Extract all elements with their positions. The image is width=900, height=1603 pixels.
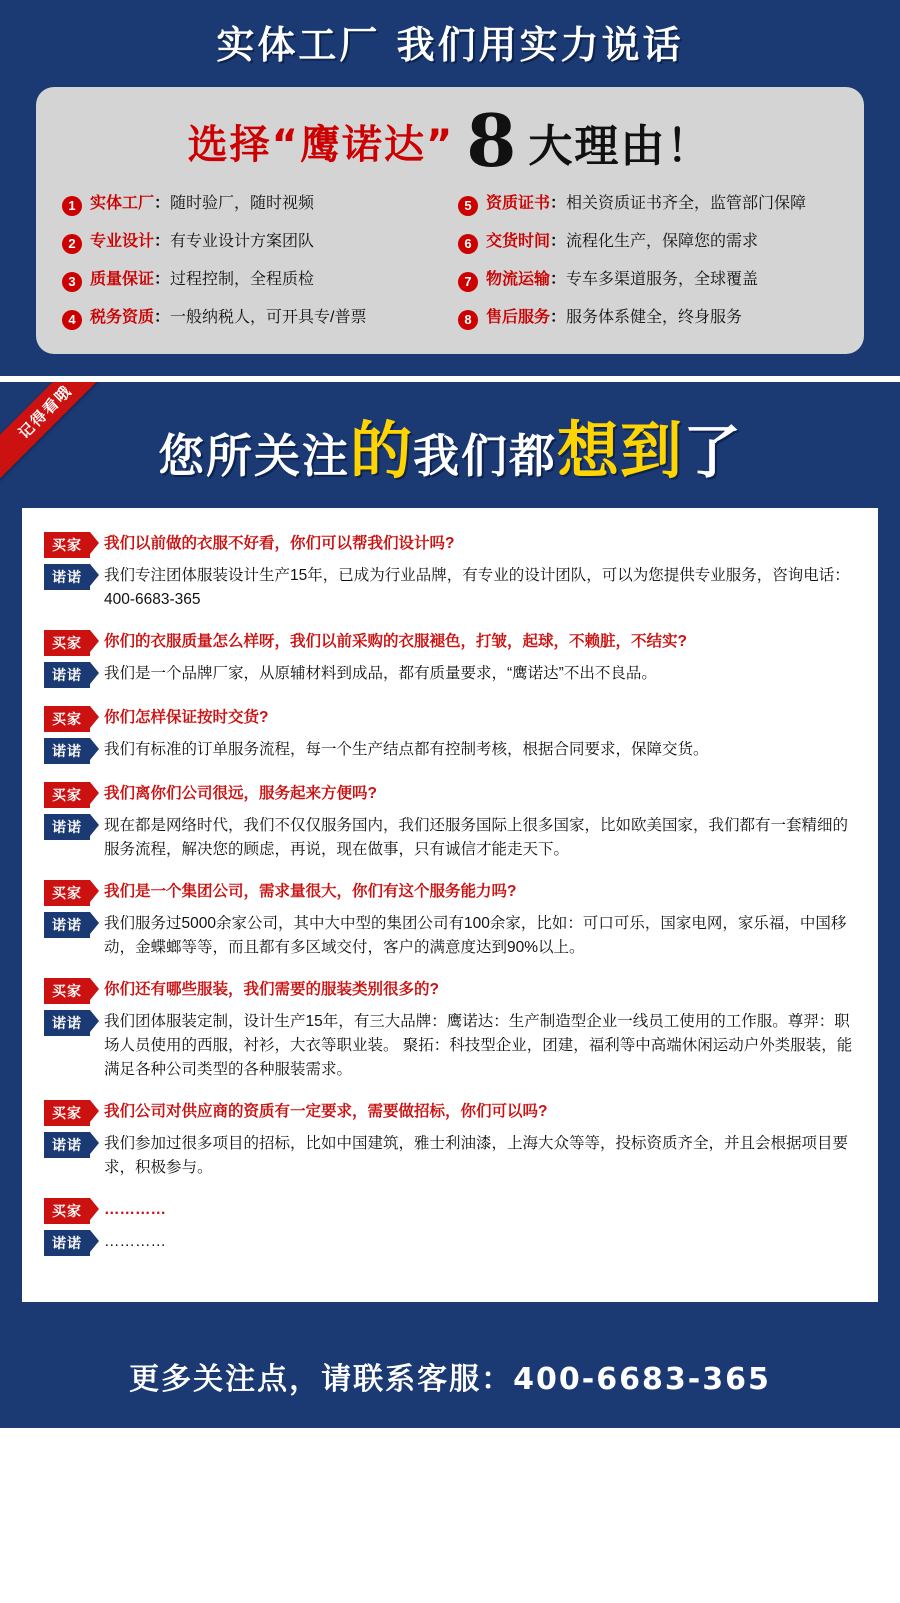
faq-heading bbox=[0, 414, 900, 488]
buyer-tag: 买家 bbox=[44, 1198, 90, 1224]
question-row bbox=[44, 630, 856, 656]
answer-text: 我们有标准的订单服务流程，每一个生产结点都有控制考核，根据合同要求，保障交货。 bbox=[104, 741, 709, 759]
section1-headline: 实体工厂 我们用实力说话 bbox=[216, 23, 684, 67]
question-text: 你们的衣服质量怎么样呀，我们以前采购的衣服褪色，打皱，起球，不赖脏，不结实? bbox=[104, 633, 687, 651]
company-tag: 诺诺 bbox=[44, 1010, 90, 1036]
question-row bbox=[44, 1198, 856, 1224]
answer-row bbox=[44, 1010, 856, 1082]
reason-item bbox=[62, 270, 442, 292]
reason-colon: ： bbox=[550, 271, 567, 289]
reason-title: 税务资质 bbox=[90, 309, 155, 327]
question-text: 你们怎样保证按时交货? bbox=[104, 709, 269, 727]
reason-number-badge: 6 bbox=[458, 234, 478, 254]
reason-title: 专业设计 bbox=[90, 233, 155, 251]
buyer-tag: 买家 bbox=[44, 706, 90, 732]
reason-item bbox=[62, 194, 442, 216]
reason-text: 专车多渠道服务，全球覆盖 bbox=[566, 271, 759, 289]
answer-row bbox=[44, 814, 856, 862]
reason-item bbox=[62, 308, 442, 330]
buyer-tag: 买家 bbox=[44, 1100, 90, 1126]
heading-black-part: 大理由！ bbox=[528, 120, 713, 172]
reason-item bbox=[458, 308, 838, 330]
qa-block bbox=[44, 782, 856, 862]
reason-text: 过程控制，全程质检 bbox=[170, 271, 315, 289]
footer-contact-bar bbox=[0, 1328, 900, 1428]
buyer-tag: 买家 bbox=[44, 782, 90, 808]
reason-colon: ： bbox=[550, 309, 567, 327]
company-tag: 诺诺 bbox=[44, 1230, 90, 1256]
footer-contact-text: 更多关注点，请联系客服：400-6683-365 bbox=[129, 1362, 771, 1398]
faq-heading-part-5: 了 bbox=[683, 418, 743, 487]
qa-block bbox=[44, 1198, 856, 1256]
eight-reasons-heading bbox=[62, 98, 838, 184]
reason-text: 服务体系健全，终身服务 bbox=[566, 309, 743, 327]
reason-colon: ： bbox=[154, 233, 171, 251]
reason-colon: ： bbox=[550, 195, 567, 213]
answer-row bbox=[44, 1230, 856, 1256]
reason-item bbox=[458, 194, 838, 216]
reason-text: 相关资质证书齐全，监管部门保障 bbox=[566, 195, 807, 213]
buyer-tag: 买家 bbox=[44, 630, 90, 656]
faq-section bbox=[0, 382, 900, 1428]
faq-heading-part-3: 我们都 bbox=[412, 429, 557, 484]
question-text: 我们公司对供应商的资质有一定要求，需要做招标，你们可以吗? bbox=[104, 1103, 548, 1121]
question-row bbox=[44, 706, 856, 732]
reason-colon: ： bbox=[550, 233, 567, 251]
reason-text: 随时验厂，随时视频 bbox=[170, 195, 315, 213]
buyer-tag: 买家 bbox=[44, 978, 90, 1004]
reason-text: 有专业设计方案团队 bbox=[170, 233, 315, 251]
answer-text: 我们参加过很多项目的招标，比如中国建筑，雅士利油漆，上海大众等等，投标资质齐全，并且会根据项目要求，积极参与。 bbox=[104, 1135, 849, 1177]
heading-red-part: 选择“鹰诺达” bbox=[187, 122, 455, 169]
reason-title: 资质证书 bbox=[486, 195, 551, 213]
question-text: 我们是一个集团公司，需求量很大，你们有这个服务能力吗? bbox=[104, 883, 517, 901]
question-row bbox=[44, 782, 856, 808]
qa-block bbox=[44, 880, 856, 960]
faq-heading-part-2: 的 bbox=[349, 414, 413, 488]
reason-colon: ： bbox=[154, 271, 171, 289]
reason-number-badge: 3 bbox=[62, 272, 82, 292]
reason-item bbox=[458, 232, 838, 254]
company-tag: 诺诺 bbox=[44, 564, 90, 590]
qa-block bbox=[44, 1100, 856, 1180]
heading-number: 8 bbox=[466, 98, 517, 184]
company-tag: 诺诺 bbox=[44, 662, 90, 688]
reason-title: 交货时间 bbox=[486, 233, 551, 251]
answer-row bbox=[44, 1132, 856, 1180]
question-row bbox=[44, 880, 856, 906]
reason-title: 质量保证 bbox=[90, 271, 155, 289]
question-text: 我们离你们公司很远，服务起来方便吗? bbox=[104, 785, 377, 803]
question-text: 我们以前做的衣服不好看，你们可以帮我们设计吗? bbox=[104, 535, 455, 553]
question-text: 你们还有哪些服装，我们需要的服装类别很多的? bbox=[104, 981, 439, 999]
reason-number-badge: 8 bbox=[458, 310, 478, 330]
company-tag: 诺诺 bbox=[44, 1132, 90, 1158]
eight-reasons-panel bbox=[36, 87, 864, 354]
qa-block bbox=[44, 630, 856, 688]
faq-heading-part-4: 想到 bbox=[556, 414, 683, 488]
reason-item bbox=[458, 270, 838, 292]
reason-text: 一般纳税人，可开具专/普票 bbox=[170, 309, 367, 327]
reason-number-badge: 4 bbox=[62, 310, 82, 330]
reason-colon: ： bbox=[154, 195, 171, 213]
reason-title: 售后服务 bbox=[486, 309, 551, 327]
company-tag: 诺诺 bbox=[44, 814, 90, 840]
reasons-grid bbox=[62, 194, 838, 330]
qa-block bbox=[44, 978, 856, 1082]
question-row bbox=[44, 1100, 856, 1126]
answer-text: ………… bbox=[104, 1233, 166, 1251]
answer-row bbox=[44, 738, 856, 764]
buyer-tag: 买家 bbox=[44, 532, 90, 558]
buyer-tag: 买家 bbox=[44, 880, 90, 906]
reason-title: 物流运输 bbox=[486, 271, 551, 289]
reason-number-badge: 5 bbox=[458, 196, 478, 216]
answer-row bbox=[44, 662, 856, 688]
answer-text: 我们服务过5000余家公司，其中大中型的集团公司有100余家，比如：可口可乐，国家电网，家乐福，中国移动，金蝶螂等等，而且都有多区域交付，客户的满意度达到90%以上。 bbox=[104, 915, 847, 957]
question-text: ………… bbox=[104, 1201, 166, 1219]
reason-number-badge: 1 bbox=[62, 196, 82, 216]
reason-title: 实体工厂 bbox=[90, 195, 155, 213]
answer-row bbox=[44, 912, 856, 960]
reason-item bbox=[62, 232, 442, 254]
answer-text: 现在都是网络时代，我们不仅仅服务国内，我们还服务国际上很多国家，比如欧美国家，我们都有一套精细的服务流程，解决您的顾虑，再说，现在做事，只有诚信才能走天下。 bbox=[104, 817, 849, 859]
company-tag: 诺诺 bbox=[44, 738, 90, 764]
answer-text: 我们团体服装定制，设计生产15年，有三大品牌：鹰诺达：生产制造型企业一线员工使用的工作服。尊羿：职场人员使用的西服，衬衫，大衣等职业装。 聚拓：科技型企业，团建，福利等中高端休闲运动户外类服装，能满足各种公司类型的各种服装需求。 bbox=[104, 1013, 853, 1079]
answer-row bbox=[44, 564, 856, 612]
qa-block bbox=[44, 706, 856, 764]
company-tag: 诺诺 bbox=[44, 912, 90, 938]
corner-ribbon: 记得看哦 bbox=[0, 382, 116, 483]
question-row bbox=[44, 532, 856, 558]
answer-text: 我们专注团体服装设计生产15年，已成为行业品牌，有专业的设计团队，可以为您提供专业服务，咨询电话：400-6683-365 bbox=[104, 567, 850, 609]
faq-heading-part-1: 您所关注 bbox=[157, 429, 350, 484]
reason-number-badge: 2 bbox=[62, 234, 82, 254]
reason-colon: ： bbox=[154, 309, 171, 327]
reason-number-badge: 7 bbox=[458, 272, 478, 292]
reason-text: 流程化生产，保障您的需求 bbox=[566, 233, 759, 251]
faq-card bbox=[22, 508, 878, 1302]
factory-strength-section bbox=[0, 0, 900, 382]
qa-block bbox=[44, 532, 856, 612]
question-row bbox=[44, 978, 856, 1004]
answer-text: 我们是一个品牌厂家，从原辅材料到成品，都有质量要求，“鹰诺达”不出不良品。 bbox=[104, 665, 657, 683]
